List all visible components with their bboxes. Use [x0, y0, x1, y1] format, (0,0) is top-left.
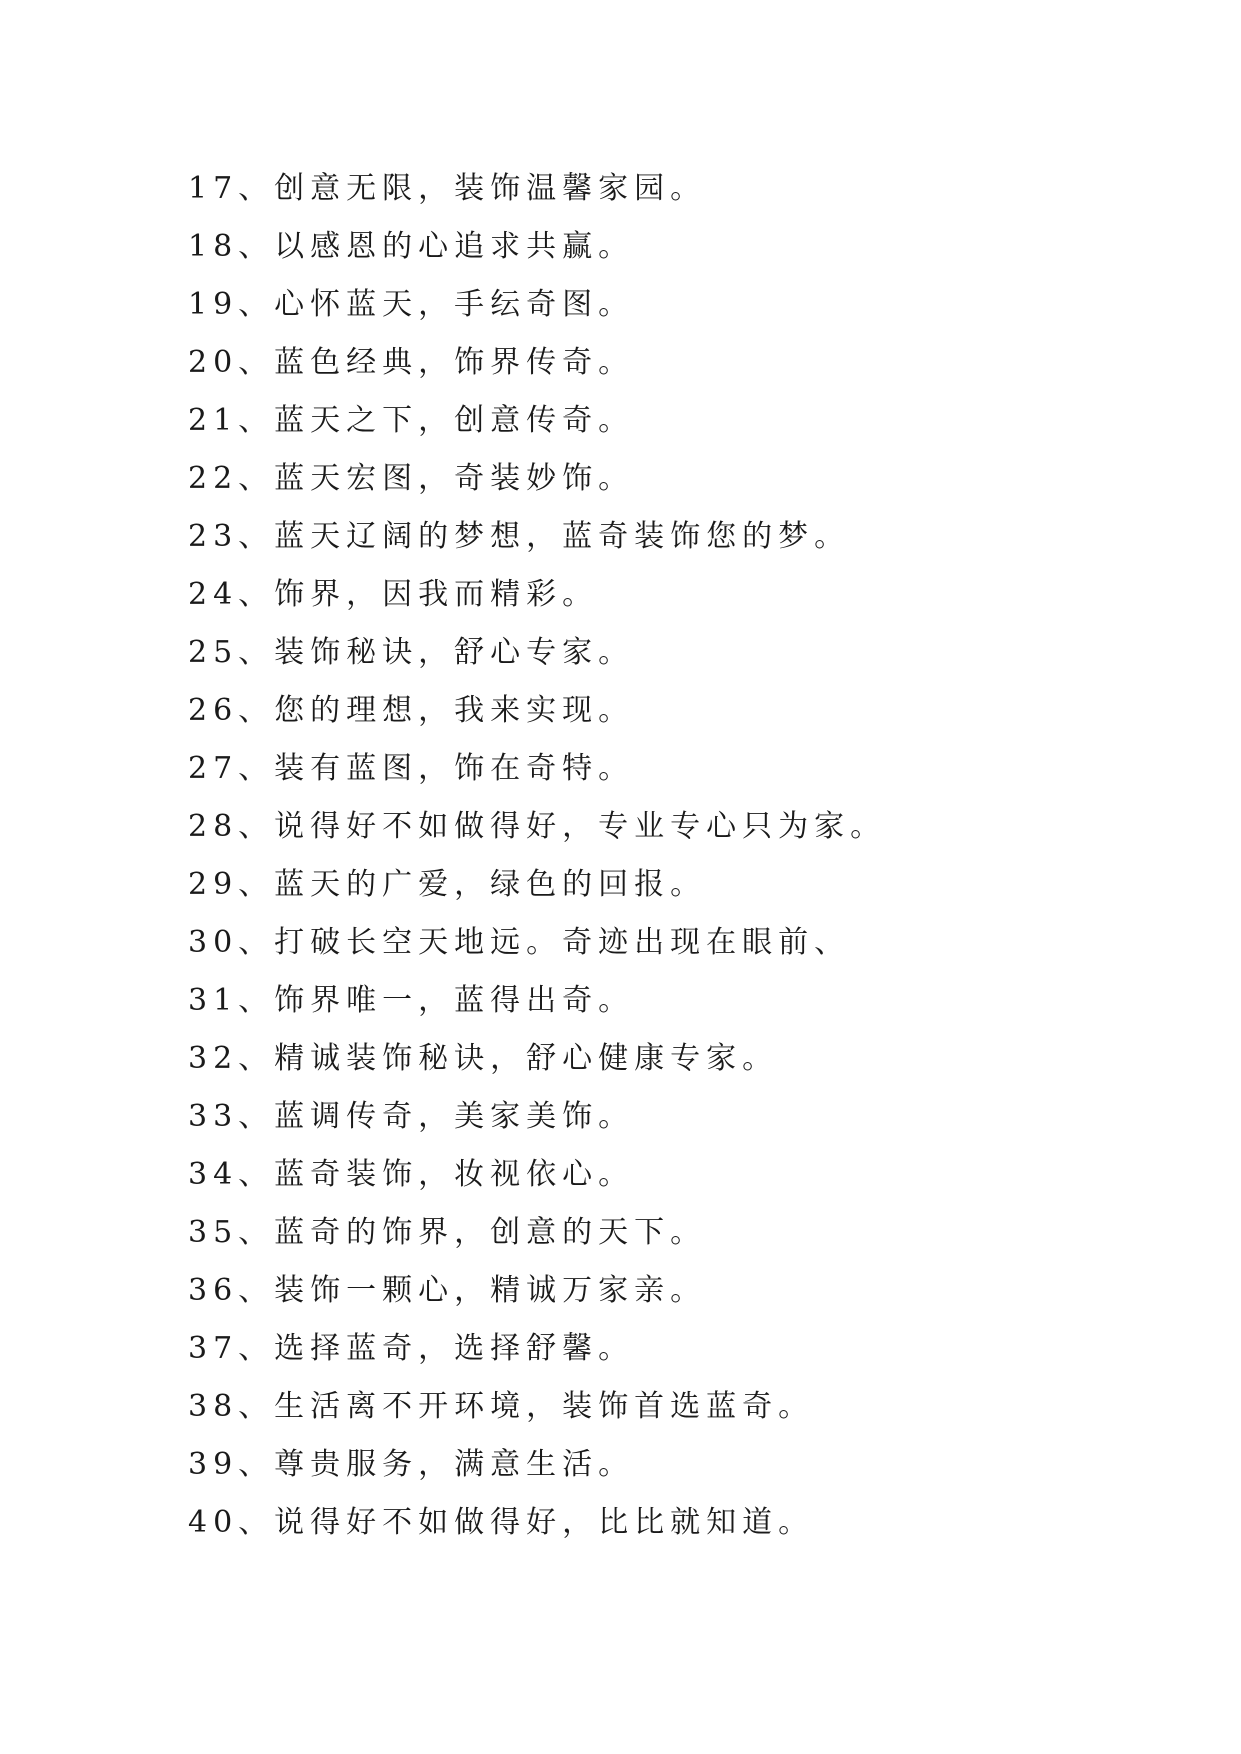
slogan-line: 40、说得好不如做得好，比比就知道。 [188, 1505, 815, 1540]
slogan-list [188, 160, 886, 1552]
slogan-line: 17、创意无限，装饰温馨家园。 [188, 171, 707, 206]
slogan-line: 26、您的理想，我来实现。 [188, 693, 635, 728]
slogan-line: 20、蓝色经典，饰界传奇。 [188, 345, 635, 380]
slogan-line: 37、选择蓝奇，选择舒馨。 [188, 1331, 635, 1366]
slogan-line: 32、精诚装饰秘诀，舒心健康专家。 [188, 1041, 779, 1076]
slogan-line: 22、蓝天宏图，奇装妙饰。 [188, 461, 635, 496]
slogan-line: 23、蓝天辽阔的梦想，蓝奇装饰您的梦。 [188, 519, 851, 554]
slogan-line: 35、蓝奇的饰界，创意的天下。 [188, 1215, 707, 1250]
slogan-line: 30、打破长空天地远。奇迹出现在眼前、 [188, 925, 851, 960]
slogan-line: 31、饰界唯一，蓝得出奇。 [188, 983, 635, 1018]
slogan-line: 39、尊贵服务，满意生活。 [188, 1447, 635, 1482]
slogan-line: 19、心怀蓝天，手纭奇图。 [188, 287, 635, 322]
slogan-line: 27、装有蓝图，饰在奇特。 [188, 751, 635, 786]
slogan-line: 29、蓝天的广爱，绿色的回报。 [188, 867, 707, 902]
slogan-line: 34、蓝奇装饰，妆视依心。 [188, 1157, 635, 1192]
slogan-line: 25、装饰秘诀，舒心专家。 [188, 635, 635, 670]
slogan-line: 18、以感恩的心追求共赢。 [188, 229, 635, 264]
slogan-line: 33、蓝调传奇，美家美饰。 [188, 1099, 635, 1134]
slogan-line: 21、蓝天之下，创意传奇。 [188, 403, 635, 438]
slogan-line: 36、装饰一颗心，精诚万家亲。 [188, 1273, 707, 1308]
slogan-line: 24、饰界，因我而精彩。 [188, 577, 599, 612]
slogan-line: 38、生活离不开环境，装饰首选蓝奇。 [188, 1389, 815, 1424]
slogan-line: 28、说得好不如做得好，专业专心只为家。 [188, 809, 887, 844]
